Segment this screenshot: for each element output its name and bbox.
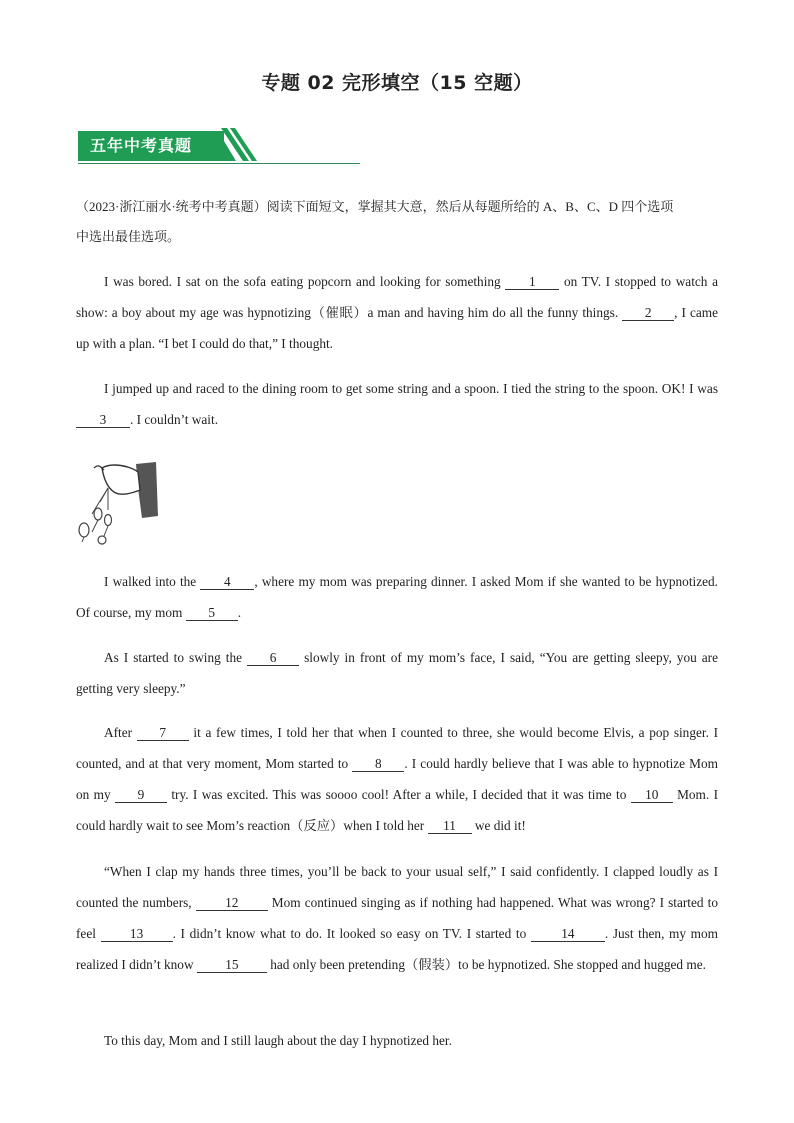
- text: on TV. I stopped to watch a show: a boy about my age was hypnotizing（催眠）a man and having him do all the funny things.: [76, 274, 718, 320]
- text: , I came up with a plan. “I bet I could do that,” I thought.: [76, 305, 718, 351]
- banner-stripes-icon: [212, 128, 342, 164]
- text: I walked into the: [104, 574, 201, 589]
- text: had only been pretending（假装）to be hypnotized. She stopped and hugged me.: [266, 957, 706, 972]
- paragraph-3: [76, 566, 718, 628]
- paragraph-4: [76, 642, 718, 704]
- text: . Just then, my mom realized I didn’t know: [76, 926, 719, 972]
- text: To this day, Mom and I still laugh about the day I hypnotized her.: [104, 1033, 452, 1048]
- text: . I didn’t know what to do. It looked so easy on TV. I started to: [172, 926, 531, 941]
- illustration-spoon-on-string: [74, 458, 160, 546]
- blank-2[interactable]: 2: [622, 305, 674, 321]
- text: Mom continued singing as if nothing had happened. What was wrong? I started to feel: [76, 895, 718, 941]
- blank-7[interactable]: 7: [137, 725, 189, 741]
- text: , where my mom was preparing dinner. I asked Mom if she wanted to be hypnotized. Of course, my mom: [76, 574, 718, 620]
- text: slowly in front of my mom’s face, I said, “You are getting sleepy, you are getting very sleepy.”: [76, 650, 718, 696]
- banner-label: 五年中考真题: [78, 131, 224, 161]
- blank-9[interactable]: 9: [115, 787, 167, 803]
- text: . I could hardly believe that I was able to hypnotize Mom on my: [76, 756, 718, 802]
- blank-10[interactable]: 10: [631, 787, 673, 803]
- section-banner: [78, 128, 360, 164]
- blank-6[interactable]: 6: [247, 650, 299, 666]
- text: After: [104, 725, 137, 740]
- blank-11[interactable]: 11: [428, 818, 472, 834]
- text: try. I was excited. This was soooo cool! After a while, I decided that it was time to: [167, 787, 631, 802]
- paragraph-2: [76, 373, 718, 435]
- text: . I couldn’t wait.: [130, 412, 219, 427]
- text: Mom. I could hardly wait to see Mom’s reaction（反应）when I told her: [76, 787, 719, 833]
- source-line-2: 中选出最佳选项。: [76, 229, 181, 244]
- question-source: [76, 192, 718, 252]
- text: As I started to swing the: [104, 650, 248, 665]
- paragraph-1: [76, 266, 718, 359]
- page-title: 专题 02 完形填空（15 空题）: [261, 72, 533, 94]
- blank-1[interactable]: 1: [505, 274, 559, 290]
- paragraph-6: [76, 856, 718, 980]
- paragraph-5: [76, 717, 718, 841]
- text: I jumped up and raced to the dining room to get some string and a spoon. I tied the string to the spoon. OK! I was: [104, 381, 718, 396]
- text: it a few times, I told her that when I counted to three, she would become Elvis, a pop singer. I counted, and at that very moment, Mom started to: [76, 725, 718, 771]
- banner-rule: [78, 163, 360, 164]
- spoon-on-string-icon: [74, 458, 160, 546]
- paragraph-7: [76, 1025, 718, 1056]
- blank-8[interactable]: 8: [352, 756, 404, 772]
- text: we did it!: [471, 818, 526, 833]
- blank-12[interactable]: 12: [196, 895, 268, 911]
- text: .: [237, 605, 242, 620]
- text: “When I clap my hands three times, you’ll be back to your usual self,” I said confidently. I clapped loudly as I counted the numbers,: [76, 864, 718, 910]
- blank-14[interactable]: 14: [531, 926, 605, 942]
- source-line-1: （2023·浙江丽水·统考中考真题）阅读下面短文，掌握其大意，然后从每题所给的 A、B、C、D 四个选项: [76, 199, 674, 214]
- blank-3[interactable]: 3: [76, 412, 130, 428]
- text: I was bored. I sat on the sofa eating popcorn and looking for something: [104, 274, 506, 289]
- blank-15[interactable]: 15: [197, 957, 267, 973]
- blank-4[interactable]: 4: [200, 574, 254, 590]
- blank-5[interactable]: 5: [186, 605, 238, 621]
- blank-13[interactable]: 13: [101, 926, 173, 942]
